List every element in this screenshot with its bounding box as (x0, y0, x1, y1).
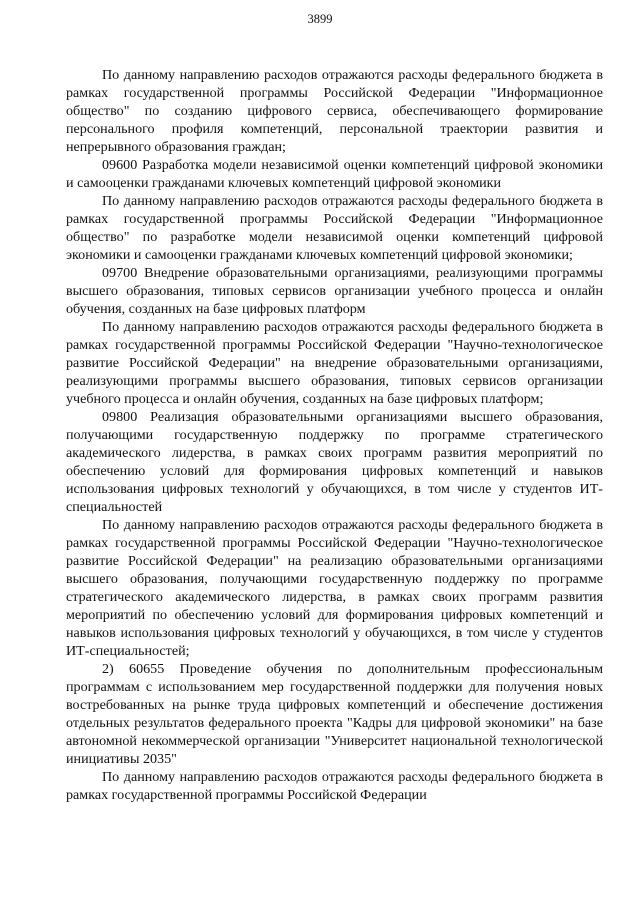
page-number: 3899 (307, 12, 333, 26)
paragraph-expenses-it-specialties: По данному направлению расходов отражаются расходы федерального бюджета в рамках государственной программы Российской Федерации "Научно-технологическое развитие Российской Федерации" на реализацию образовательными организациями высшего образования, получающими государственную поддержку по программе стратегического академического лидерства, в рамках своих программ развития мероприятий по обеспечению условий для формирования цифровых компетенций и навыков использования цифровых технологий у обучающихся, в том числе у студентов ИТ-специальностей; (66, 517, 603, 659)
paragraph-expenses-information-society-service: По данному направлению расходов отражаются расходы федерального бюджета в рамках государственной программы Российской Федерации "Информационное общество" по созданию цифрового сервиса, обеспечивающего формирование персонального профиля компетенций, персональной траектории развития и непрерывного образования граждан; (66, 67, 603, 155)
paragraph-code-09800-heading: 09800 Реализация образовательными организациями высшего образования, получающими государственную поддержку по программе стратегического академического лидерства, в рамках своих программ развития мероприятий по обеспечению условий для формирования цифровых компетенций и навыков использования цифровых технологий у обучающихся, в том числе у студентов ИТ-специальностей (66, 409, 603, 515)
paragraph-expenses-continued: По данному направлению расходов отражаются расходы федерального бюджета в рамках государственной программы Российской Федерации (66, 769, 603, 803)
paragraph-expenses-digital-platform-services: По данному направлению расходов отражаются расходы федерального бюджета в рамках государственной программы Российской Федерации "Научно-технологическое развитие Российской Федерации" на внедрение образовательными организациями, реализующими программы высшего образования, типовых сервисов организации учебного процесса и онлайн обучения, созданных на базе цифровых платформ; (66, 319, 603, 407)
paragraph-code-60655-heading: 2) 60655 Проведение обучения по дополнительным профессиональным программам с использованием мер государственной поддержки для получения новых востребованных на рынке труда цифровых компетенций и обеспечение достижения отдельных результатов федерального проекта "Кадры для цифровой экономики" на базе автономной некоммерческой организации "Университет национальной технологической инициативы 2035" (66, 661, 603, 767)
paragraph-expenses-competence-assessment-model: По данному направлению расходов отражаются расходы федерального бюджета в рамках государственной программы Российской Федерации "Информационное общество" по разработке модели независимой оценки компетенций цифровой экономики и самооценки гражданами ключевых компетенций цифровой экономики; (66, 193, 603, 263)
paragraph-code-09700-heading: 09700 Внедрение образовательными организациями, реализующими программы высшего образования, типовых сервисов организации учебного процесса и онлайн обучения, созданных на базе цифровых платформ (66, 265, 603, 317)
paragraph-code-09600-heading: 09600 Разработка модели независимой оценки компетенций цифровой экономики и самооценки гражданами ключевых компетенций цифровой экономики (66, 157, 603, 191)
document-body (66, 66, 603, 804)
